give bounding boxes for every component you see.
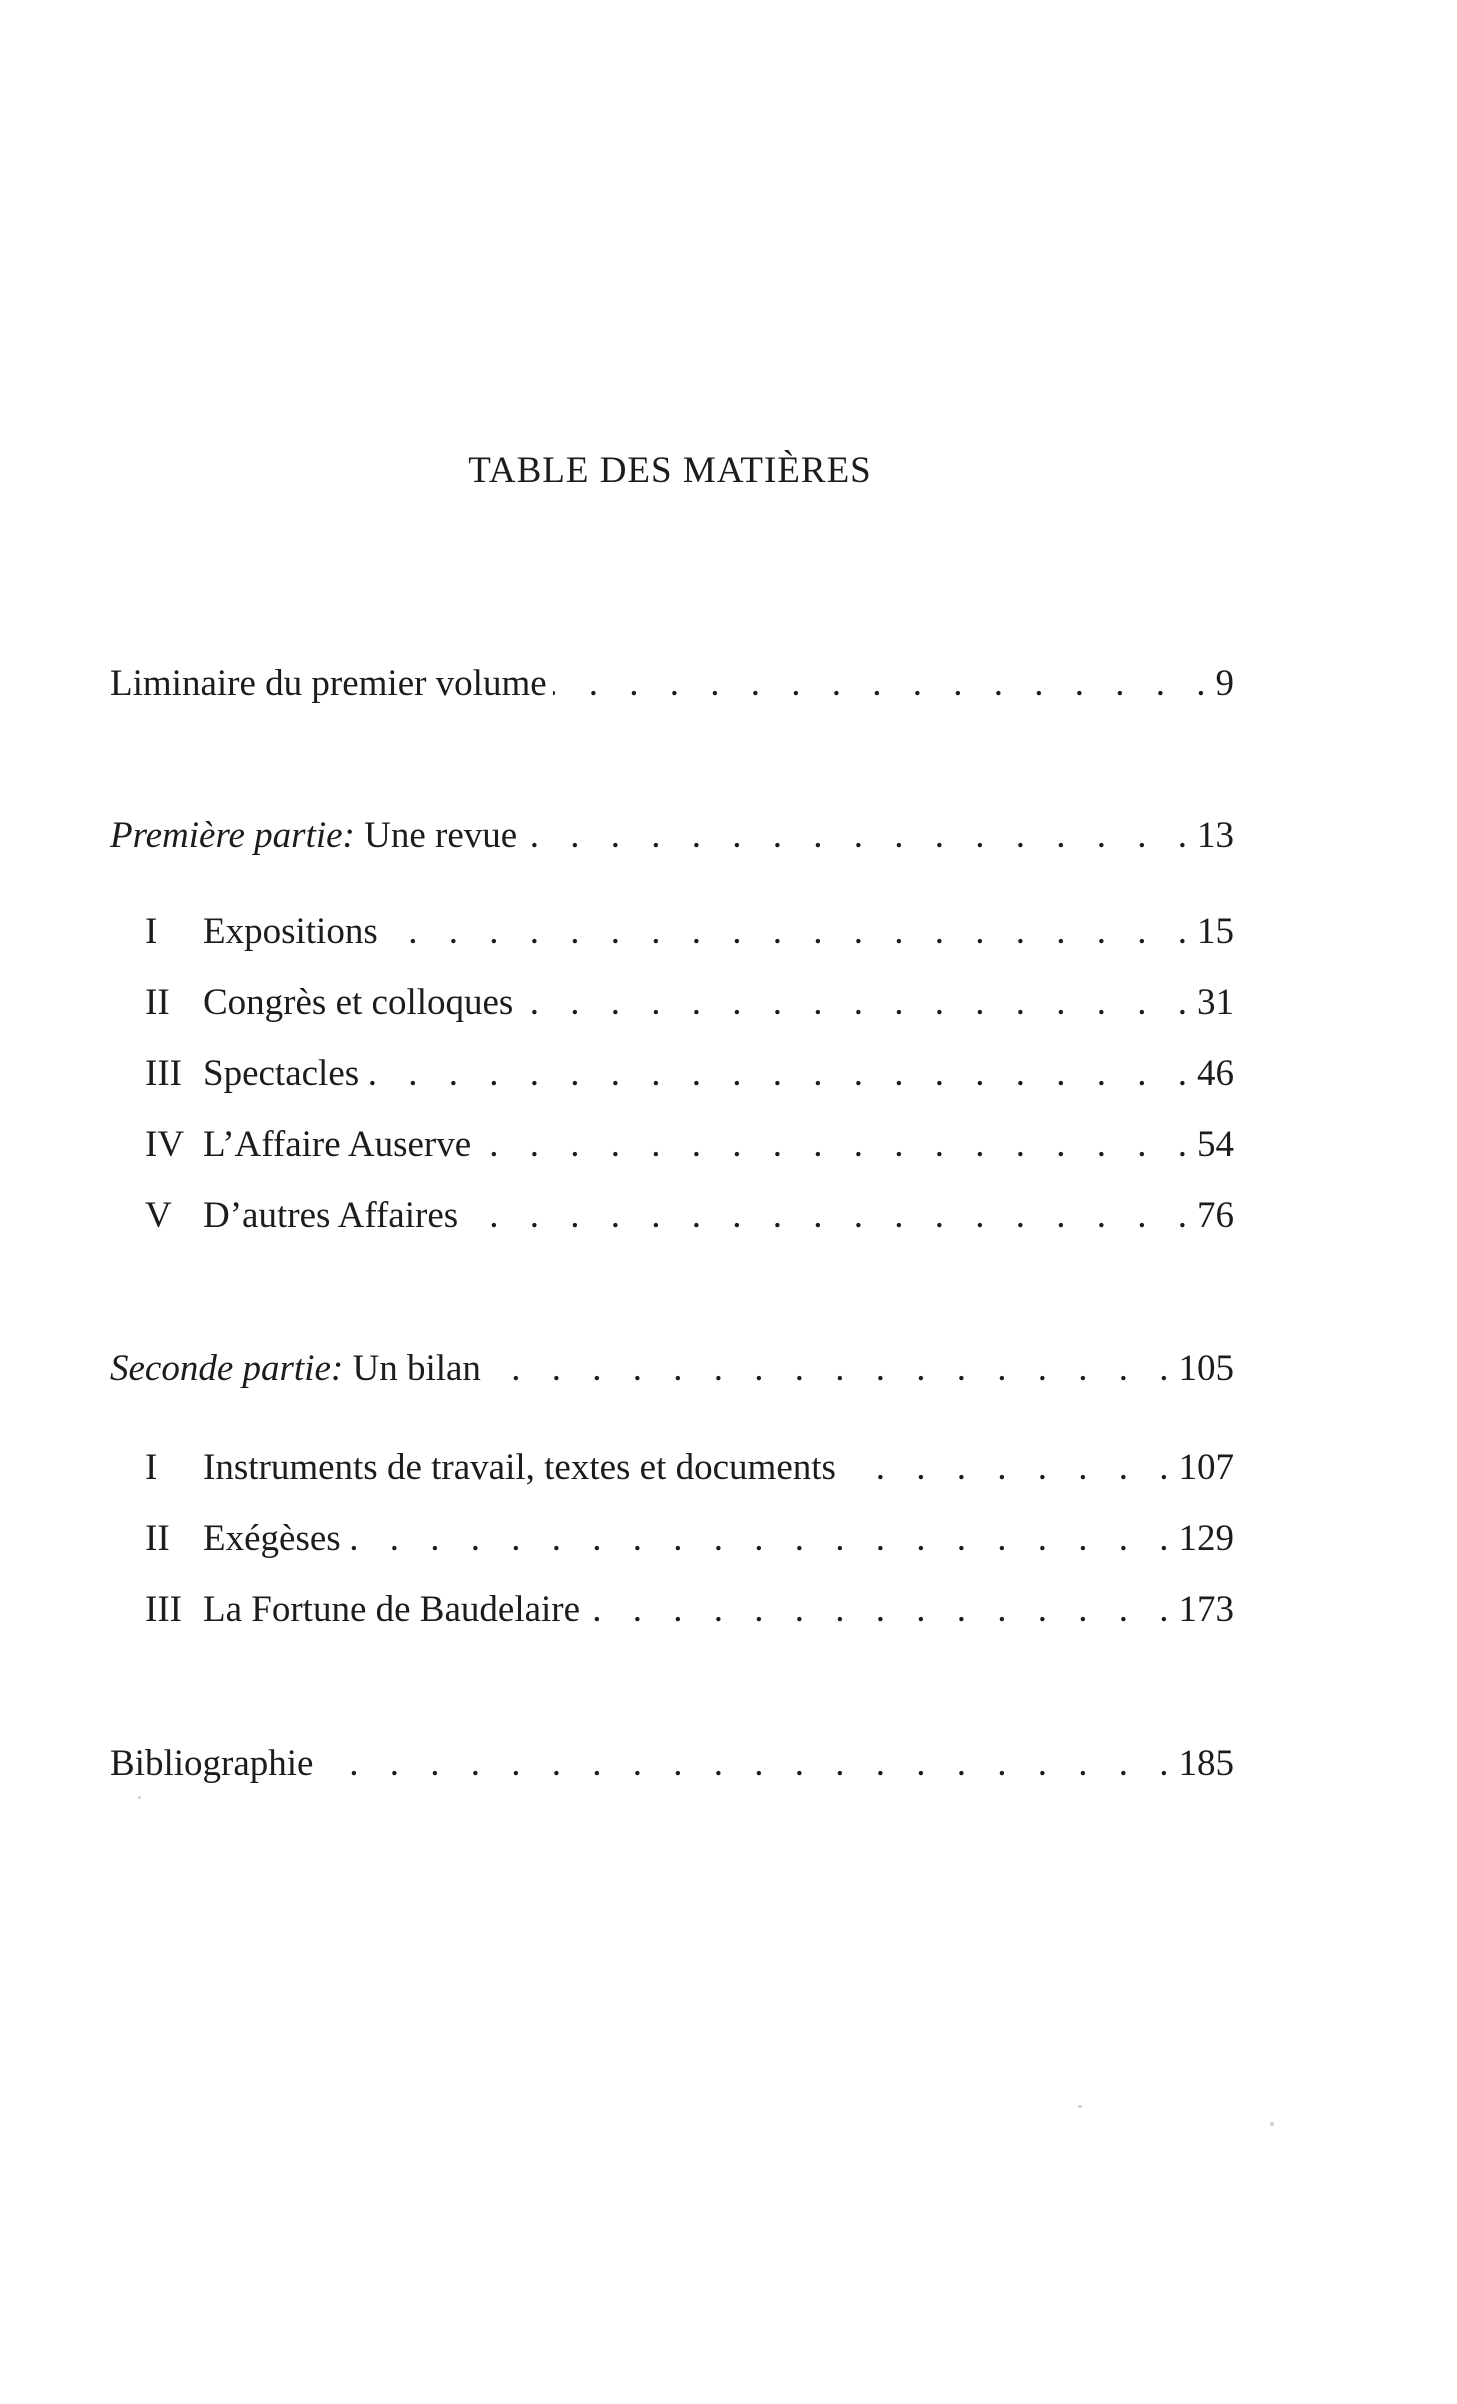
chapter-numeral: V — [145, 1195, 172, 1236]
toc-entry-label — [145, 1520, 341, 1557]
toc-page-number: 15 — [1197, 911, 1234, 952]
chapter-title: Instruments de travail, textes et documents — [203, 1447, 836, 1488]
chapter-title: La Fortune de Baudelaire — [203, 1589, 581, 1630]
toc-entry-chapter[interactable] — [145, 913, 1234, 950]
toc-page-number: 9 — [1215, 663, 1234, 704]
chapter-numeral: III — [145, 1589, 182, 1630]
toc-page-number: 31 — [1197, 982, 1234, 1023]
dot-leader — [464, 1197, 1187, 1234]
dot-leader — [477, 1126, 1187, 1163]
dot-leader — [487, 1350, 1169, 1387]
toc-entry-label — [145, 1197, 458, 1234]
toc-page-number: 129 — [1178, 1518, 1234, 1559]
toc-entry-chapter[interactable] — [145, 1055, 1234, 1092]
chapter-numeral: I — [145, 911, 158, 952]
toc-entry-chapter[interactable] — [145, 1520, 1234, 1557]
paper-speck — [1270, 2122, 1274, 2126]
toc-entry-label — [145, 1591, 580, 1628]
dot-leader — [523, 817, 1187, 854]
toc-entry-label — [145, 1055, 359, 1092]
toc-entry-label — [145, 984, 513, 1021]
chapter-numeral: III — [145, 1053, 182, 1094]
toc-entry-chapter[interactable] — [145, 1591, 1234, 1628]
dot-leader — [384, 913, 1187, 950]
toc-entry-part-1[interactable] — [110, 817, 1234, 854]
toc-page-number: 107 — [1178, 1447, 1234, 1488]
part-prefix: Seconde partie: — [110, 1348, 344, 1389]
dot-leader — [347, 1520, 1169, 1557]
toc-entry-liminaire[interactable] — [110, 665, 1234, 702]
toc-entry-label: Bibliographie — [110, 1743, 314, 1784]
part-prefix: Première partie: — [110, 815, 355, 856]
toc-entry-chapter[interactable] — [145, 1449, 1234, 1486]
toc-entry-label — [110, 1350, 481, 1387]
paper-speck — [138, 1796, 141, 1799]
part-title: Une revue — [364, 815, 518, 856]
dot-leader — [319, 1745, 1168, 1782]
toc-entry-chapter[interactable] — [145, 984, 1234, 1021]
toc-entry-label — [145, 1449, 836, 1486]
chapter-title: Expositions — [203, 911, 378, 952]
toc-page-number: 185 — [1178, 1743, 1234, 1784]
chapter-title: L’Affaire Auserve — [203, 1124, 472, 1165]
toc-page-number: 173 — [1178, 1589, 1234, 1630]
chapter-numeral: I — [145, 1447, 158, 1488]
chapter-numeral: II — [145, 982, 170, 1023]
chapter-numeral: II — [145, 1518, 170, 1559]
paper-speck — [1078, 2105, 1082, 2108]
toc-entry-bibliographie[interactable] — [110, 1745, 1234, 1782]
dot-leader — [842, 1449, 1169, 1486]
toc-entry-chapter[interactable] — [145, 1197, 1234, 1234]
chapter-title: Spectacles — [203, 1053, 360, 1094]
dot-leader — [553, 665, 1206, 702]
chapter-title: Exégèses — [203, 1518, 341, 1559]
page-title: TABLE DES MATIÈRES — [468, 450, 872, 491]
dot-leader — [519, 984, 1187, 1021]
toc-entry-label — [145, 1126, 471, 1163]
toc-page-number: 46 — [1197, 1053, 1234, 1094]
toc-entry-label: Liminaire du premier volume — [110, 663, 547, 704]
toc-page-number: 105 — [1178, 1348, 1234, 1389]
chapter-numeral: IV — [145, 1124, 185, 1165]
toc-entry-part-2[interactable] — [110, 1350, 1234, 1387]
dot-leader — [365, 1055, 1187, 1092]
toc-page-number: 13 — [1197, 815, 1234, 856]
chapter-title: D’autres Affaires — [203, 1195, 459, 1236]
toc-entry-label — [145, 913, 378, 950]
chapter-title: Congrès et colloques — [203, 982, 514, 1023]
toc-page-number: 76 — [1197, 1195, 1234, 1236]
part-title: Un bilan — [352, 1348, 481, 1389]
toc-page-number: 54 — [1197, 1124, 1234, 1165]
dot-leader — [586, 1591, 1168, 1628]
toc-entry-chapter[interactable] — [145, 1126, 1234, 1163]
toc-entry-label — [110, 817, 517, 854]
